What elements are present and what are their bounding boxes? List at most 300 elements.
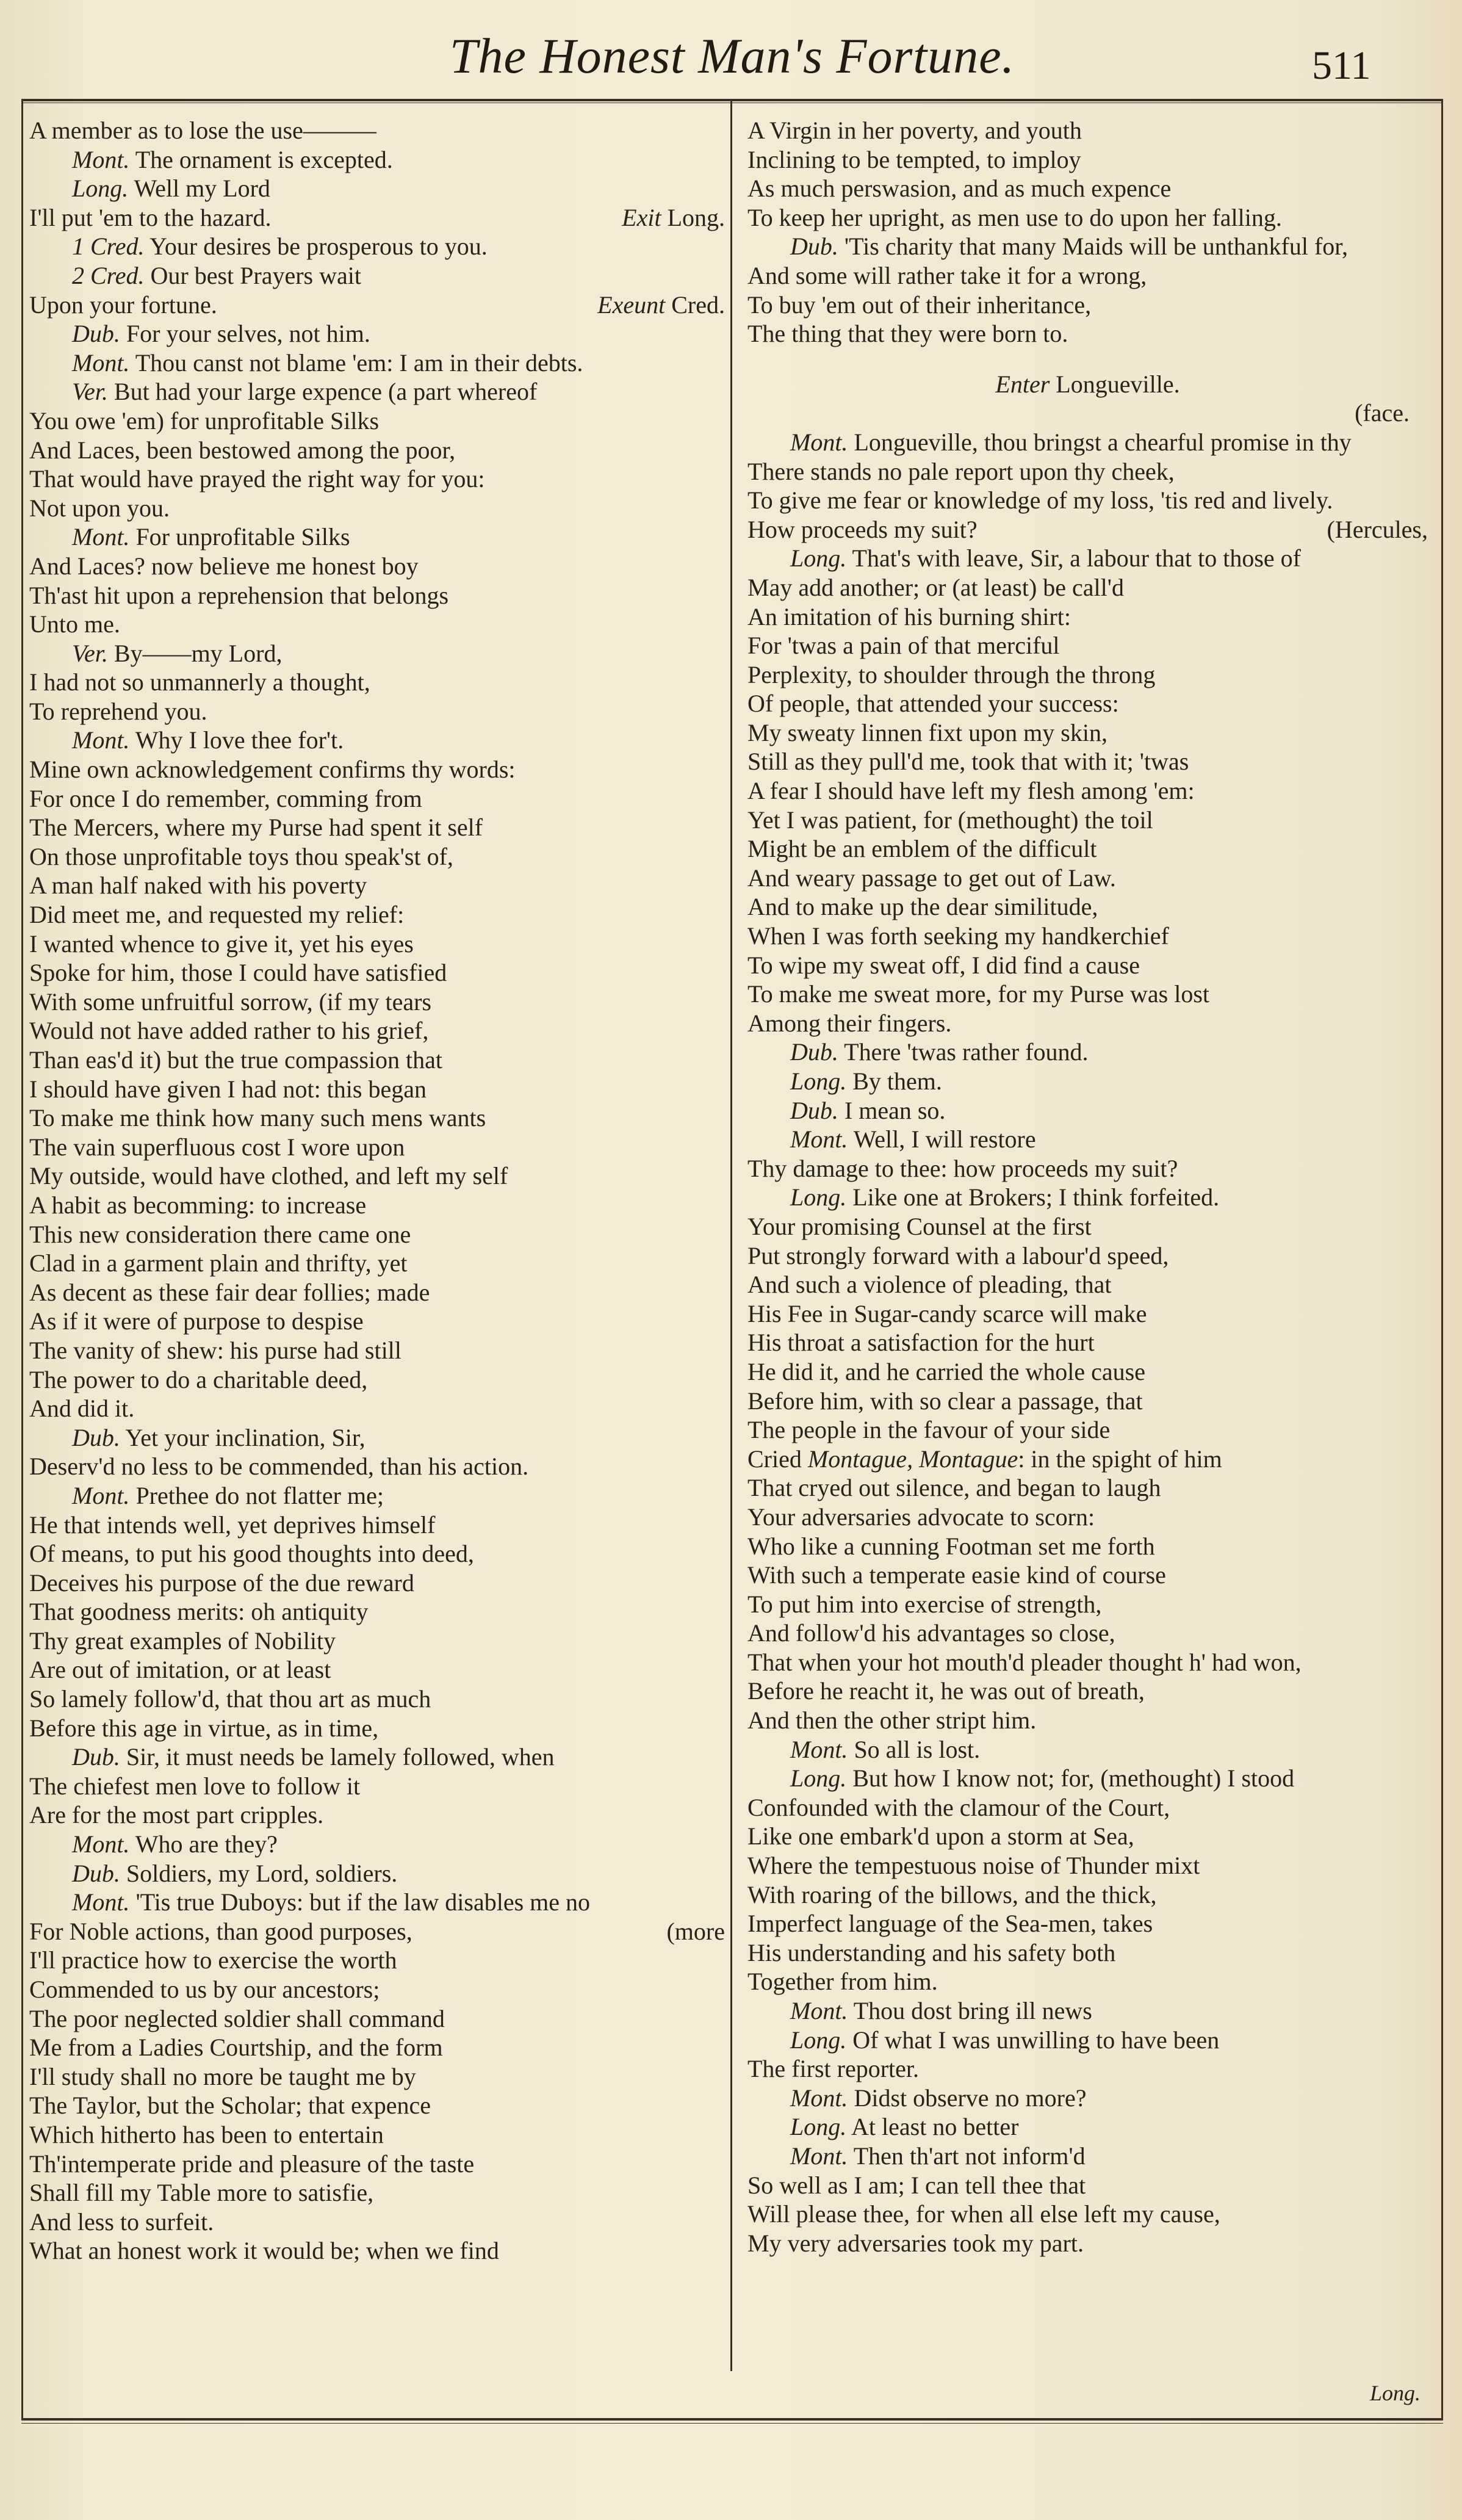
verse-line	[29, 1597, 725, 1626]
verse-line	[29, 1772, 725, 1801]
line-text: Like one at Brokers; I think forfeited.	[852, 1183, 1220, 1211]
line-text: So lamely follow'd, that thou art as much	[29, 1685, 431, 1713]
verse-line	[29, 581, 725, 610]
line-text: Shall fill my Table more to satisfie,	[29, 2179, 374, 2207]
line-text: Upon your fortune.	[29, 291, 217, 319]
line-text: Your adversaries advocate to scorn:	[747, 1503, 1095, 1531]
verse-line	[747, 291, 1428, 320]
speech-line	[747, 1735, 1428, 1764]
verse-line	[747, 1938, 1428, 1968]
line-text: With roaring of the billows, and the thick,	[747, 1880, 1157, 1908]
line-text: I wanted whence to give it, yet his eyes	[29, 930, 414, 958]
line-text: An imitation of his burning shirt:	[747, 602, 1071, 630]
exit-direction	[622, 203, 725, 233]
line-text: What an honest work it would be; when we find	[29, 2237, 499, 2265]
line-text: This new consideration there came one	[29, 1220, 411, 1248]
line-text: My sweaty linnen fixt upon my skin,	[747, 718, 1107, 746]
exit-verb: Exit	[622, 203, 661, 231]
line-text: Than eas'd it) but the true compassion that	[29, 1046, 443, 1074]
line-text: Deserv'd no less to be commended, than his action.	[29, 1453, 529, 1481]
line-text: Th'intemperate pride and pleasure of the taste	[29, 2150, 475, 2178]
line-text: As much perswasion, and as much expence	[747, 175, 1172, 203]
line-text: And Laces? now believe me honest boy	[29, 552, 419, 580]
verse-line	[29, 2150, 725, 2179]
verse-line	[29, 1714, 725, 1743]
line-text: Why I love thee for't.	[135, 726, 344, 754]
line-text: To reprehend you.	[29, 697, 207, 725]
line-text: With some unfruitful sorrow, (if my tears	[29, 987, 431, 1016]
line-text: To make me sweat more, for my Purse was lost	[747, 980, 1210, 1008]
line-text: My very adversaries took my part.	[747, 2229, 1084, 2257]
speaker-name: Mont.	[72, 726, 130, 754]
verse-line	[747, 515, 1428, 544]
verse-line	[747, 631, 1428, 660]
stage-direction-verb: Enter	[995, 370, 1050, 398]
spacer	[747, 348, 1428, 370]
verse-line	[29, 958, 725, 987]
verse-line	[747, 261, 1428, 291]
line-text: Thou canst not blame 'em: I am in their debts.	[135, 348, 583, 377]
verse-line	[29, 2178, 725, 2208]
top-rule	[21, 99, 1443, 101]
line-text: To make me think how many such mens wants	[29, 1104, 486, 1132]
line-text: Which hitherto has been to entertain	[29, 2120, 384, 2148]
speech-line	[29, 232, 725, 261]
line-text: A fear I should have left my flesh among 'em:	[747, 777, 1195, 805]
verse-line	[29, 1045, 725, 1075]
speech-line	[29, 261, 725, 291]
verse-line	[29, 1394, 725, 1423]
speaker-name: Mont.	[72, 1830, 130, 1858]
line-text: By them.	[852, 1067, 942, 1095]
speaker-name: Mont.	[790, 428, 848, 456]
exit-direction	[597, 291, 725, 320]
verse-line	[29, 1655, 725, 1684]
line-text: As decent as these fair dear follies; made	[29, 1278, 430, 1306]
line-text: To wipe my sweat off, I did find a cause	[747, 951, 1140, 979]
speech-line	[747, 232, 1428, 261]
verse-line	[747, 1851, 1428, 1880]
column-divider	[730, 101, 732, 2371]
line-text: Soldiers, my Lord, soldiers.	[126, 1859, 398, 1887]
turnover-fragment: (face.	[1355, 399, 1410, 427]
verse-line	[747, 747, 1428, 776]
speech-line	[29, 145, 725, 175]
line-text: The thing that they were born to.	[747, 320, 1068, 348]
line-text: For your selves, not him.	[126, 320, 370, 348]
line-text: The poor neglected soldier shall command	[29, 2004, 445, 2032]
verse-line	[29, 871, 725, 900]
speaker-name: Dub.	[790, 233, 838, 261]
line-text: Together from him.	[747, 1968, 938, 1996]
verse-line	[747, 1009, 1428, 1038]
line-text: 'Tis true Duboys: but if the law disables me no	[135, 1888, 591, 1916]
line-text: His understanding and his safety both	[747, 1938, 1116, 1966]
speech-line	[29, 174, 725, 203]
speaker-name: Long.	[790, 544, 847, 572]
line-text: The vanity of shew: his purse had still	[29, 1336, 402, 1364]
speech-line	[747, 1067, 1428, 1096]
line-text: That when your hot mouth'd pleader thought h' had won,	[747, 1648, 1302, 1676]
line-text: The first reporter.	[747, 2055, 919, 2083]
speech-line	[747, 1183, 1428, 1212]
verse-line	[747, 203, 1428, 233]
line-text: Are out of imitation, or at least	[29, 1656, 331, 1684]
line-text: Put strongly forward with a labour'd speed,	[747, 1241, 1169, 1269]
turnover-fragment: (more	[666, 1917, 725, 1945]
speech-line	[747, 1038, 1428, 1067]
line-text: Perplexity, to shoulder through the throng	[747, 660, 1156, 688]
line-text: To keep her upright, as men use to do upon her falling.	[747, 203, 1282, 231]
line-text: Spoke for him, those I could have satisfied	[29, 959, 447, 987]
verse-line	[29, 1249, 725, 1278]
verse-line	[29, 2208, 725, 2237]
line-text: For once I do remember, comming from	[29, 784, 422, 812]
line-text: Unto me.	[29, 610, 120, 638]
speaker-name: Mont.	[72, 1888, 130, 1916]
line-text: Our best Prayers wait	[150, 261, 361, 289]
line-text: Who like a cunning Footman set me forth	[747, 1532, 1155, 1560]
verse-line	[29, 697, 725, 726]
line-text: Commended to us by our ancestors;	[29, 1976, 380, 2003]
verse-line	[747, 1967, 1428, 1996]
verse-line	[747, 174, 1428, 203]
speaker-name: Long.	[790, 2026, 847, 2054]
speech-line	[29, 1481, 725, 1511]
line-text: His throat a satisfaction for the hurt	[747, 1329, 1095, 1357]
verse-line	[29, 610, 725, 639]
stage-direction	[747, 370, 1428, 399]
verse-line	[747, 1299, 1428, 1329]
verse-line	[747, 1648, 1428, 1677]
verse-line	[29, 116, 725, 145]
line-text: A Virgin in her poverty, and youth	[747, 117, 1082, 144]
verse-line	[747, 1909, 1428, 1938]
line-text: I'll put 'em to the hazard.	[29, 203, 272, 231]
speech-line	[747, 428, 1428, 457]
line-text: Before he reacht it, he was out of breath,	[747, 1677, 1145, 1705]
verse-line	[29, 2091, 725, 2120]
line-text: Did meet me, and requested my relief:	[29, 901, 405, 929]
line-text: You owe 'em) for unprofitable Silks	[29, 406, 380, 435]
verse-line	[747, 1677, 1428, 1706]
speech-line	[29, 1830, 725, 1859]
line-text: The ornament is excepted.	[135, 145, 393, 173]
line-text: And to make up the dear similitude,	[747, 893, 1098, 921]
verse-line	[29, 1365, 725, 1395]
line-text: That would have prayed the right way for you:	[29, 465, 485, 493]
line-text: A habit as becomming: to increase	[29, 1191, 367, 1219]
line-text: The Taylor, but the Scholar; that expence	[29, 2092, 431, 2120]
speech-line	[29, 1859, 725, 1888]
speaker-name: Mont.	[790, 1997, 848, 2024]
verse-line	[29, 1626, 725, 1656]
verse-line	[747, 486, 1428, 515]
line-text: Well my Lord	[134, 175, 270, 203]
line-text: Mine own acknowledgement confirms thy words:	[29, 756, 516, 784]
verse-line	[29, 842, 725, 872]
line-text: And some will rather take it for a wrong,	[747, 261, 1147, 289]
verse-line	[747, 892, 1428, 922]
verse-line	[747, 116, 1428, 145]
exit-verb: Exeunt	[597, 291, 666, 319]
verse-line	[29, 203, 725, 233]
line-text: For Noble actions, than good purposes,	[29, 1917, 412, 1945]
line-text: Of means, to put his good thoughts into deed,	[29, 1540, 474, 1568]
line-text: To buy 'em out of their inheritance,	[747, 291, 1092, 319]
line-text: Thy great examples of Nobility	[29, 1626, 336, 1655]
line-text: And Laces, been bestowed among the poor,	[29, 436, 456, 464]
speaker-name: Ver.	[72, 639, 108, 667]
verse-line	[29, 1307, 725, 1336]
verse-line	[747, 1793, 1428, 1822]
speaker-name: Dub.	[790, 1096, 838, 1124]
speech-line	[29, 639, 725, 668]
verse-line	[29, 2236, 725, 2265]
line-text: Your promising Counsel at the first	[747, 1212, 1092, 1240]
left-column	[29, 116, 725, 2265]
line-text: Well, I will restore	[853, 1125, 1036, 1153]
verse-line	[747, 1532, 1428, 1561]
line-text: As if it were of purpose to despise	[29, 1307, 364, 1335]
verse-line	[747, 2054, 1428, 2084]
right-frame-rule	[1441, 101, 1443, 2420]
line-text: Yet your inclination, Sir,	[125, 1423, 366, 1451]
speech-line	[29, 319, 725, 348]
line-text: A man half naked with his poverty	[29, 872, 367, 900]
verse-line	[747, 806, 1428, 835]
speaker-name: Dub.	[790, 1038, 838, 1066]
line-text: For 'twas a pain of that merciful	[747, 632, 1060, 660]
verse-line	[747, 1328, 1428, 1357]
verse-line	[29, 813, 725, 842]
bottom-rule	[21, 2418, 1443, 2421]
line-text: Would not have added rather to his grief,	[29, 1017, 429, 1045]
verse-line	[29, 1684, 725, 1714]
line-text: I'll practice how to exercise the worth	[29, 1946, 397, 1974]
speech-line	[29, 1423, 725, 1453]
speech-line	[29, 1742, 725, 1772]
line-text-cont: : in the spight of him	[1018, 1445, 1222, 1473]
line-text: I'll study shall no more be taught me by	[29, 2062, 416, 2090]
speech-line	[747, 1125, 1428, 1154]
speaker-name: Long.	[790, 1764, 847, 1793]
verse-line	[29, 1569, 725, 1598]
verse-line	[29, 494, 725, 523]
speaker-name: Long.	[790, 2113, 847, 2141]
line-text: To give me fear or knowledge of my loss, 'tis red and lively.	[747, 486, 1333, 514]
line-text: For unprofitable Silks	[135, 523, 350, 551]
verse-line	[747, 1590, 1428, 1619]
page-number: 511	[1312, 43, 1371, 88]
line-text: That cryed out silence, and began to laugh	[747, 1474, 1161, 1502]
line-text: There stands no pale report upon thy cheek,	[747, 457, 1175, 485]
speech-line	[29, 377, 725, 406]
right-column	[747, 116, 1428, 2258]
line-text: Might be an emblem of the difficult	[747, 835, 1097, 863]
line-text: To put him into exercise of strength,	[747, 1590, 1102, 1618]
line-text: The power to do a charitable deed,	[29, 1365, 368, 1393]
speech-line	[747, 1096, 1428, 1125]
line-text: I mean so.	[844, 1096, 946, 1124]
speech-line	[29, 522, 725, 552]
verse-line	[29, 1133, 725, 1162]
speech-line	[747, 1996, 1428, 2026]
verse-line	[29, 436, 725, 465]
verse-line	[29, 2004, 725, 2034]
stage-direction-name: Longueville.	[1056, 370, 1180, 398]
italic-name: Montague, Montague	[807, 1445, 1018, 1473]
line-text: How proceeds my suit?	[747, 515, 978, 543]
verse-line	[747, 2171, 1428, 2200]
turnover-fragment: (Hercules,	[1327, 515, 1428, 543]
speech-line	[29, 348, 725, 378]
verse-line	[747, 1619, 1428, 1648]
line-text: And less to surfeit.	[29, 2208, 214, 2236]
line-text: So well as I am; I can tell thee that	[747, 2171, 1086, 2199]
verse-line	[747, 1473, 1428, 1503]
speaker-name: Dub.	[72, 1423, 120, 1451]
line-text: Are for the most part cripples.	[29, 1801, 324, 1829]
verse-line	[29, 2120, 725, 2150]
verse-line	[29, 1917, 725, 1946]
line-text: May add another; or (at least) be call'd	[747, 573, 1124, 601]
line-text: The vain superfluous cost I wore upon	[29, 1133, 405, 1161]
verse-line	[747, 834, 1428, 864]
verse-line	[747, 1822, 1428, 1851]
verse-line	[29, 1016, 725, 1045]
speech-line	[747, 2112, 1428, 2142]
line-text: Me from a Ladies Courtship, and the form	[29, 2034, 443, 2062]
line-text: Like one embark'd upon a storm at Sea,	[747, 1822, 1134, 1850]
verse-line	[747, 2229, 1428, 2258]
verse-line	[29, 668, 725, 697]
line-text: Sir, it must needs be lamely followed, when	[126, 1743, 555, 1771]
verse-line	[747, 1154, 1428, 1183]
running-title: The Honest Man's Fortune.	[449, 28, 1015, 84]
line-text: There 'twas rather found.	[844, 1038, 1089, 1066]
speaker-name: 2 Cred.	[72, 261, 145, 289]
speaker-name: Dub.	[72, 1743, 120, 1771]
verse-line	[747, 922, 1428, 951]
speech-line	[747, 2142, 1428, 2171]
verse-line	[29, 930, 725, 959]
verse-line	[747, 2200, 1428, 2229]
verse-line	[747, 776, 1428, 806]
verse-line	[747, 1415, 1428, 1445]
line-text: Yet I was patient, for (methought) the toil	[747, 806, 1153, 834]
verse-line	[29, 1075, 725, 1104]
speaker-name: Ver.	[72, 378, 108, 406]
line-text: His Fee in Sugar-candy scarce will make	[747, 1299, 1147, 1327]
line-text: But how I know not; for, (methought) I stood	[852, 1764, 1295, 1793]
verse-line	[747, 1706, 1428, 1735]
line-text: On those unprofitable toys thou speak'st of,	[29, 842, 453, 870]
line-text: Longueville, thou bringst a chearful promise in thy	[854, 428, 1352, 456]
line-text: But had your large expence (a part whereof	[113, 378, 538, 406]
line-text: Thou dost bring ill news	[853, 1997, 1092, 2024]
verse-line	[29, 784, 725, 814]
speech-line	[747, 1764, 1428, 1793]
verse-line	[747, 1357, 1428, 1387]
verse-line	[29, 1946, 725, 1975]
verse-line	[747, 718, 1428, 748]
line-text: The Mercers, where my Purse had spent it self	[29, 814, 483, 842]
verse-line	[29, 1161, 725, 1191]
verse-line	[29, 1511, 725, 1540]
line-text: Clad in a garment plain and thrifty, yet	[29, 1249, 408, 1277]
verse-line	[29, 987, 725, 1017]
verse-line	[29, 406, 725, 436]
speaker-name: Dub.	[72, 320, 120, 348]
speech-line	[747, 544, 1428, 573]
verse-line	[29, 1539, 725, 1569]
catchword: Long.	[1370, 2381, 1421, 2405]
line-text: He that intends well, yet deprives himself	[29, 1511, 436, 1539]
line-text: And then the other stript him.	[747, 1706, 1037, 1735]
line-text: Prethee do not flatter me;	[135, 1481, 384, 1509]
speaker-name: Mont.	[790, 1125, 848, 1153]
line-text: That's with leave, Sir, a labour that to those of	[852, 544, 1301, 572]
verse-line	[747, 1503, 1428, 1532]
line-text: A member as to lose the use———	[29, 117, 376, 144]
speech-line	[29, 1888, 725, 1917]
speaker-name: Mont.	[790, 1735, 848, 1763]
verse-line	[29, 552, 725, 581]
verse-line	[747, 457, 1428, 486]
line-text: Of people, that attended your success:	[747, 690, 1119, 718]
bottom-rule-thin	[21, 2423, 1443, 2424]
line-text: The people in the favour of your side	[747, 1416, 1111, 1444]
verse-line	[747, 145, 1428, 175]
verse-line	[747, 1561, 1428, 1590]
speaker-name: Mont.	[72, 1481, 130, 1509]
line-text: Cried	[747, 1445, 802, 1473]
speaker-name: Long.	[790, 1183, 847, 1211]
verse-line	[747, 602, 1428, 632]
verse-line	[747, 1445, 1428, 1474]
verse-line	[29, 1452, 725, 1481]
line-text: Deceives his purpose of the due reward	[29, 1569, 414, 1597]
verse-line	[747, 980, 1428, 1009]
verse-line	[747, 951, 1428, 980]
speaker-name: Mont.	[72, 523, 130, 551]
line-text: 'Tis charity that many Maids will be unthankful for,	[844, 233, 1349, 261]
verse-line	[29, 1975, 725, 2004]
line-text: Before this age in virtue, as in time,	[29, 1714, 379, 1742]
verse-line	[747, 864, 1428, 893]
verse-line	[29, 900, 725, 930]
speaker-name: Long.	[790, 1067, 847, 1095]
line-text: Didst observe no more?	[854, 2084, 1087, 2112]
exit-name: Long.	[667, 203, 725, 231]
speaker-name: Mont.	[790, 2084, 848, 2112]
line-text: And such a violence of pleading, that	[747, 1271, 1112, 1299]
verse-line	[29, 1336, 725, 1365]
line-text: At least no better	[851, 2113, 1019, 2141]
speech-line	[747, 2084, 1428, 2113]
verse-line	[29, 291, 725, 320]
line-text: Inclining to be tempted, to imploy	[747, 145, 1081, 173]
line-text: When I was forth seeking my handkerchief	[747, 922, 1169, 950]
speaker-name: Long.	[72, 175, 129, 203]
line-text: I should have given I had not: this began	[29, 1075, 427, 1103]
line-text: Th'ast hit upon a reprehension that belongs	[29, 581, 449, 609]
line-text: By——my Lord,	[113, 639, 283, 667]
line-text: So all is lost.	[854, 1735, 981, 1763]
speech-line	[747, 2026, 1428, 2055]
line-text: And follow'd his advantages so close,	[747, 1619, 1115, 1647]
